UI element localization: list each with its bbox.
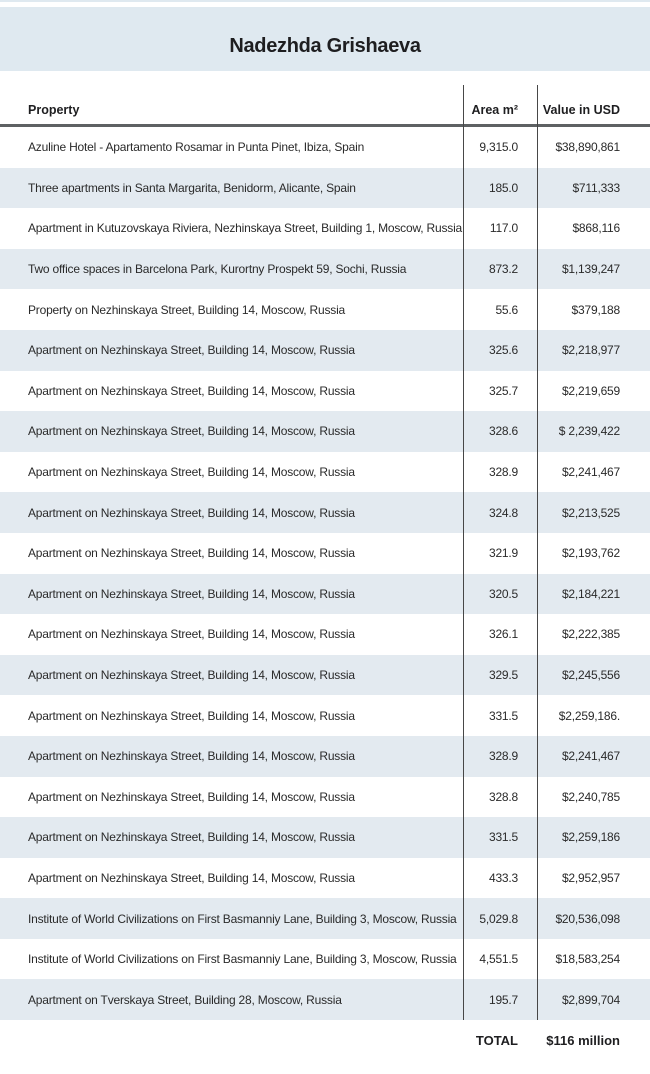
value-cell: $2,222,385 <box>561 627 620 642</box>
property-cell: Azuline Hotel - Apartamento Rosamar in Punta Pinet, Ibiza, Spain <box>28 140 365 155</box>
table-row <box>0 817 650 858</box>
table-row <box>0 452 650 493</box>
table-row <box>0 939 650 980</box>
property-cell: Apartment on Nezhinskaya Street, Building 14, Moscow, Russia <box>28 383 355 398</box>
area-cell: 326.1 <box>488 627 518 642</box>
column-header-value: Value in USD <box>542 103 620 117</box>
area-cell: 433.3 <box>488 870 518 885</box>
property-cell: Apartment on Tverskaya Street, Building 28, Moscow, Russia <box>28 992 342 1007</box>
area-cell: 331.5 <box>488 708 518 723</box>
property-cell: Apartment on Nezhinskaya Street, Building 14, Moscow, Russia <box>28 424 355 439</box>
table-row <box>0 736 650 777</box>
total-label: TOTAL <box>475 1033 518 1049</box>
value-cell: $2,240,785 <box>561 789 620 804</box>
value-cell: $2,899,704 <box>561 992 620 1007</box>
value-cell: $18,583,254 <box>555 952 620 967</box>
table-row <box>0 858 650 899</box>
property-cell: Two office spaces in Barcelona Park, Kurortny Prospekt 59, Sochi, Russia <box>28 262 407 277</box>
area-cell: 55.6 <box>495 302 518 317</box>
area-cell: 325.6 <box>488 343 518 358</box>
area-cell: 321.9 <box>488 546 518 561</box>
property-cell: Institute of World Civilizations on First Basmanniy Lane, Building 3, Moscow, Russia <box>28 952 457 967</box>
value-cell: $2,241,467 <box>561 465 620 480</box>
area-cell: 324.8 <box>488 505 518 520</box>
property-cell: Apartment on Nezhinskaya Street, Building 14, Moscow, Russia <box>28 627 355 642</box>
value-cell: $2,218,977 <box>561 343 620 358</box>
table-row <box>0 371 650 412</box>
table-header-row <box>0 71 650 124</box>
table-body <box>0 127 650 1020</box>
property-table <box>0 71 650 1061</box>
property-cell: Apartment on Nezhinskaya Street, Building 14, Moscow, Russia <box>28 708 355 723</box>
table-row <box>0 127 650 168</box>
value-cell: $711,333 <box>572 180 620 195</box>
table-row <box>0 533 650 574</box>
value-cell: $2,193,762 <box>561 546 620 561</box>
total-row <box>0 1020 650 1061</box>
table-row <box>0 655 650 696</box>
property-cell: Apartment on Nezhinskaya Street, Building 14, Moscow, Russia <box>28 343 355 358</box>
area-cell: 195.7 <box>488 992 518 1007</box>
area-cell: 331.5 <box>488 830 518 845</box>
area-cell: 325.7 <box>488 383 518 398</box>
value-cell: $20,536,098 <box>555 911 620 926</box>
area-cell: 328.9 <box>488 749 518 764</box>
table-row <box>0 777 650 818</box>
property-cell: Apartment on Nezhinskaya Street, Building 14, Moscow, Russia <box>28 546 355 561</box>
area-cell: 328.6 <box>488 424 518 439</box>
property-cell: Institute of World Civilizations on First Basmanniy Lane, Building 3, Moscow, Russia <box>28 911 457 926</box>
value-cell: $38,890,861 <box>555 140 620 155</box>
top-edge-strip <box>0 0 650 2</box>
property-cell: Apartment on Nezhinskaya Street, Building 14, Moscow, Russia <box>28 749 355 764</box>
area-cell: 328.9 <box>488 465 518 480</box>
property-cell: Apartment in Kutuzovskaya Riviera, Nezhinskaya Street, Building 1, Moscow, Russia <box>28 221 463 236</box>
property-cell: Apartment on Nezhinskaya Street, Building 14, Moscow, Russia <box>28 505 355 520</box>
area-cell: 5,029.8 <box>479 911 518 926</box>
property-cell: Apartment on Nezhinskaya Street, Building 14, Moscow, Russia <box>28 668 355 683</box>
table-row <box>0 289 650 330</box>
value-cell: $ 2,239,422 <box>558 424 620 439</box>
table-row <box>0 249 650 290</box>
table-row <box>0 574 650 615</box>
table-row <box>0 330 650 371</box>
page-title: Nadezhda Grishaeva <box>229 34 421 57</box>
table-row <box>0 979 650 1020</box>
property-cell: Apartment on Nezhinskaya Street, Building 14, Moscow, Russia <box>28 789 355 804</box>
value-cell: $1,139,247 <box>561 262 620 277</box>
table-row <box>0 168 650 209</box>
property-cell: Apartment on Nezhinskaya Street, Building 14, Moscow, Russia <box>28 870 355 885</box>
value-cell: $2,213,525 <box>561 505 620 520</box>
table-row <box>0 492 650 533</box>
table-row <box>0 208 650 249</box>
area-cell: 320.5 <box>488 586 518 601</box>
value-cell: $379,188 <box>571 302 620 317</box>
total-value: $116 million <box>546 1033 620 1049</box>
value-cell: $2,952,957 <box>561 870 620 885</box>
area-cell: 9,315.0 <box>479 140 518 155</box>
area-cell: 328.8 <box>488 789 518 804</box>
title-band <box>0 7 650 71</box>
property-cell: Apartment on Nezhinskaya Street, Building 14, Moscow, Russia <box>28 830 355 845</box>
table-row <box>0 898 650 939</box>
property-cell: Apartment on Nezhinskaya Street, Building 14, Moscow, Russia <box>28 586 355 601</box>
value-cell: $2,259,186. <box>558 708 620 723</box>
value-cell: $868,116 <box>572 221 620 236</box>
column-header-property: Property <box>28 103 80 117</box>
property-cell: Apartment on Nezhinskaya Street, Building 14, Moscow, Russia <box>28 465 355 480</box>
value-cell: $2,219,659 <box>561 383 620 398</box>
value-cell: $2,245,556 <box>561 668 620 683</box>
property-cell: Property on Nezhinskaya Street, Building 14, Moscow, Russia <box>28 302 346 317</box>
value-cell: $2,241,467 <box>561 749 620 764</box>
column-divider-value <box>537 85 538 1020</box>
value-cell: $2,259,186 <box>561 830 620 845</box>
column-divider-area <box>463 85 464 1020</box>
area-cell: 329.5 <box>488 668 518 683</box>
area-cell: 185.0 <box>488 180 518 195</box>
column-header-area: Area m² <box>471 103 518 117</box>
property-cell: Three apartments in Santa Margarita, Benidorm, Alicante, Spain <box>28 180 356 195</box>
area-cell: 873.2 <box>488 262 518 277</box>
value-cell: $2,184,221 <box>561 586 620 601</box>
area-cell: 4,551.5 <box>479 952 518 967</box>
area-cell: 117.0 <box>489 221 518 236</box>
table-row <box>0 695 650 736</box>
table-row <box>0 614 650 655</box>
table-row <box>0 411 650 452</box>
